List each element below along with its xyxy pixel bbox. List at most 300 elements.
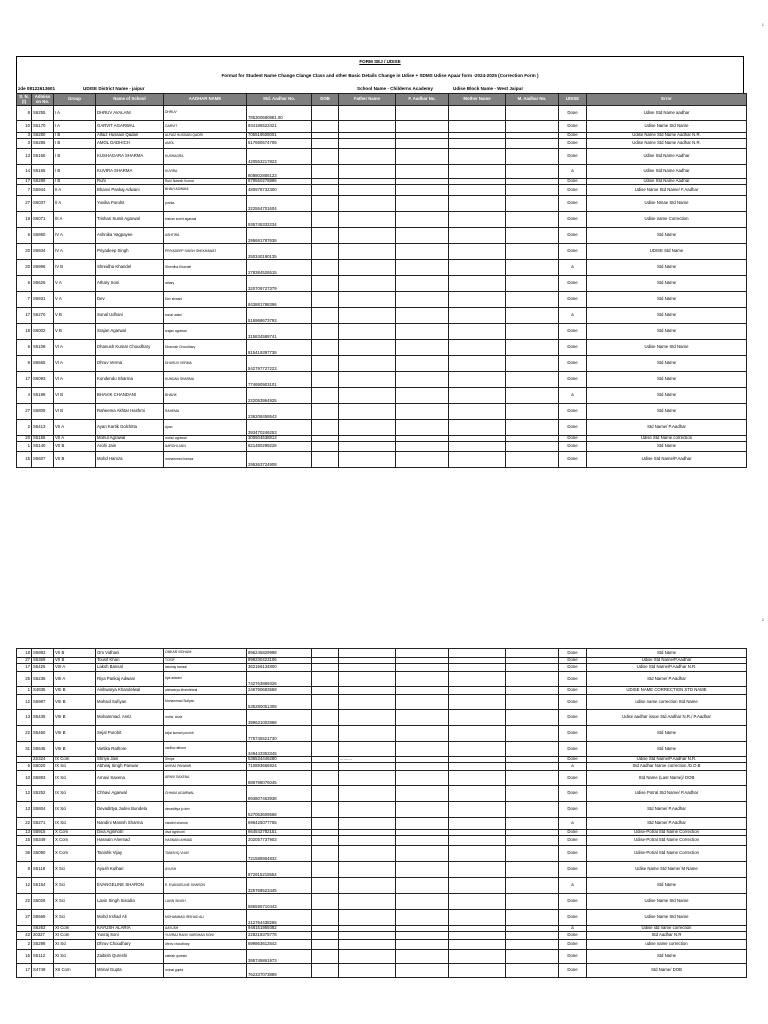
mother-name-cell xyxy=(449,106,506,121)
dob-cell xyxy=(312,932,339,940)
admission-cell: S5413 xyxy=(32,420,54,436)
dob-cell xyxy=(312,244,339,260)
error-cell: Udise-Potral Std Name Correction xyxy=(587,846,747,862)
table-row xyxy=(17,964,747,978)
group-cell: II A xyxy=(54,185,96,196)
group-cell: IX Sci xyxy=(54,763,96,771)
udise-status-cell: Done xyxy=(559,664,587,672)
admission-cell: S6286 xyxy=(32,139,54,149)
group-cell: X Com xyxy=(54,836,96,846)
serial-cell: 10 xyxy=(17,771,32,786)
father-name-cell xyxy=(339,932,396,940)
admission-cell: S6170 xyxy=(32,121,54,133)
student-name-cell: Yuvraj Soni xyxy=(96,932,164,940)
udise-status-cell: Done xyxy=(559,757,587,763)
aadhar-number-cell: 315834589741 xyxy=(247,324,312,340)
father-name-cell xyxy=(339,276,396,292)
admission-cell: S4935 xyxy=(32,687,54,695)
udise-status-cell: Done xyxy=(559,276,587,292)
father-aadhar-cell xyxy=(396,710,449,726)
serial-cell: 7 xyxy=(17,292,32,308)
mother-name-cell xyxy=(449,672,506,687)
aadhar-number-cell: 696425077755 xyxy=(247,818,312,830)
student-name-cell: EVANGELINE SHARON xyxy=(96,878,164,894)
father-aadhar-cell xyxy=(396,185,449,196)
dob-cell xyxy=(312,404,339,420)
mother-aadhar-cell xyxy=(506,260,559,276)
mother-name-cell xyxy=(449,442,506,452)
father-name-cell xyxy=(339,260,396,276)
dob-cell xyxy=(312,356,339,372)
father-aadhar-cell xyxy=(396,742,449,757)
admission-cell: S5931 xyxy=(32,292,54,308)
dob-cell xyxy=(312,372,339,388)
correction-table-page-1 xyxy=(16,93,747,468)
serial-cell: 15 xyxy=(17,836,32,846)
mother-aadhar-cell xyxy=(506,292,559,308)
father-name-cell xyxy=(339,672,396,687)
column-header: Name of School xyxy=(96,94,164,106)
aadhar-name-cell: GARVIT xyxy=(164,121,247,133)
column-header: Father Name xyxy=(339,94,396,106)
admission-cell: S5425 xyxy=(32,664,54,672)
dob-cell xyxy=(312,340,339,356)
serial-cell: 27 xyxy=(17,404,32,420)
mother-name-cell xyxy=(449,664,506,672)
student-name-cell: KAYUSH ALARIA xyxy=(96,926,164,932)
column-header: UDISE xyxy=(559,94,587,106)
father-name-cell xyxy=(339,292,396,308)
dob-cell xyxy=(312,420,339,436)
serial-cell: 42 xyxy=(17,932,32,940)
father-name-cell: .......... xyxy=(339,757,396,763)
serial-cell: 13 xyxy=(17,802,32,818)
father-aadhar-cell xyxy=(396,420,449,436)
mother-name-cell xyxy=(449,292,506,308)
table-row xyxy=(17,742,747,757)
dob-cell xyxy=(312,388,339,404)
aadhar-name-cell: AYUSH xyxy=(164,862,247,878)
mother-name-cell xyxy=(449,324,506,340)
serial-cell: 19 xyxy=(17,212,32,228)
mother-name-cell xyxy=(449,308,506,324)
student-name-cell: Ayush Kulhari xyxy=(96,862,164,878)
group-cell: IV A xyxy=(54,244,96,260)
udise-status-cell: Done xyxy=(559,185,587,196)
table-row xyxy=(17,672,747,687)
serial-cell: 13 xyxy=(17,830,32,836)
error-cell: Udise Nmae Std Name xyxy=(587,196,747,212)
error-cell: Std Name xyxy=(587,442,747,452)
group-cell: VIII B xyxy=(54,695,96,710)
mother-aadhar-cell xyxy=(506,308,559,324)
udise-status-cell: Done xyxy=(559,149,587,165)
error-cell: Std Name xyxy=(587,324,747,340)
group-cell: XI Sci xyxy=(54,940,96,950)
father-name-cell xyxy=(339,894,396,910)
student-name-cell: Trishan Sumit Agarwal xyxy=(96,212,164,228)
udise-status-cell: Done xyxy=(559,292,587,308)
udise-status-cell: Done xyxy=(559,179,587,185)
error-cell: Udise Std Name/P.Aadhar xyxy=(587,658,747,664)
father-aadhar-cell xyxy=(396,950,449,964)
error-cell: Udise Std Name/P.Aadhar N.R. xyxy=(587,757,747,763)
mother-aadhar-cell xyxy=(506,420,559,436)
error-cell: Udise Std Name/P.Aadhar xyxy=(587,452,747,468)
admission-cell: S4749 xyxy=(32,964,54,978)
aadhar-name-cell: AAYUSH xyxy=(164,926,247,932)
column-header: DOB xyxy=(312,94,339,106)
father-name-cell xyxy=(339,420,396,436)
aadhar-number-cell: 710893666924 xyxy=(247,763,312,771)
udise-status-cell: Done xyxy=(559,340,587,356)
father-name-cell xyxy=(339,695,396,710)
serial-cell: 27 xyxy=(17,196,32,212)
group-cell: I B xyxy=(54,139,96,149)
form-sheet-page-1 xyxy=(16,56,744,468)
father-aadhar-cell xyxy=(396,846,449,862)
mother-aadhar-cell xyxy=(506,388,559,404)
admission-cell: S5271 xyxy=(32,818,54,830)
mother-name-cell xyxy=(449,276,506,292)
mother-name-cell xyxy=(449,802,506,818)
mother-aadhar-cell xyxy=(506,452,559,468)
aadhar-number-cell: 705519608001 xyxy=(247,133,312,139)
father-name-cell xyxy=(339,846,396,862)
aadhar-number-cell: 480978732300 xyxy=(247,185,312,196)
aadhar-number-cell: 775745521730 xyxy=(247,726,312,742)
group-cell: X Sci xyxy=(54,910,96,926)
father-name-cell xyxy=(339,862,396,878)
table-row xyxy=(17,388,747,404)
aadhar-name-cell: ARNVI SAXENA xyxy=(164,771,247,786)
table-row xyxy=(17,121,747,133)
dob-cell xyxy=(312,672,339,687)
serial-cell: 17 xyxy=(17,964,32,978)
aadhar-name-cell: yuvika xyxy=(164,196,247,212)
aadhar-number-cell: 300504538813 xyxy=(247,436,312,442)
admission-cell: S5090 xyxy=(32,846,54,862)
error-cell: Std Name/ P.Aadhar xyxy=(587,672,747,687)
admission-cell: S5165 xyxy=(32,436,54,442)
admission-cell: S5026 xyxy=(32,894,54,910)
mother-name-cell xyxy=(449,420,506,436)
group-cell: VIII A xyxy=(54,664,96,672)
student-name-cell: Mohd Hamza xyxy=(96,452,164,468)
serial-cell: 12 xyxy=(17,878,32,894)
dob-cell xyxy=(312,940,339,950)
dob-cell xyxy=(312,695,339,710)
column-header: Error xyxy=(587,94,747,106)
udise-status-cell: a xyxy=(559,388,587,404)
admission-cell: S6289 xyxy=(32,179,54,185)
dob-cell xyxy=(312,763,339,771)
mother-name-cell xyxy=(449,260,506,276)
admission-cell: S5934 xyxy=(32,244,54,260)
mother-aadhar-cell xyxy=(506,442,559,452)
mother-aadhar-cell xyxy=(506,950,559,964)
error-cell: Std Name xyxy=(587,649,747,658)
father-aadhar-cell xyxy=(396,726,449,742)
father-name-cell xyxy=(339,649,396,658)
student-name-cell: Aishwarya Khandelwal xyxy=(96,687,164,695)
father-name-cell xyxy=(339,742,396,757)
mother-name-cell xyxy=(449,356,506,372)
page-number: 1 xyxy=(761,22,764,27)
mother-name-cell xyxy=(449,818,506,830)
table-row xyxy=(17,260,747,276)
group-cell: I B xyxy=(54,149,96,165)
table-row xyxy=(17,139,747,149)
group-cell: I B xyxy=(54,165,96,179)
student-name-cell: Sonal Udhani xyxy=(96,308,164,324)
student-name-cell: BHAVIK CHANDANI xyxy=(96,388,164,404)
admission-cell: S5944 xyxy=(32,185,54,196)
column-header: Group xyxy=(54,94,96,106)
father-name-cell xyxy=(339,121,396,133)
aadhar-number-cell: 721588964832 xyxy=(247,846,312,862)
group-cell: VII B xyxy=(54,452,96,468)
table-row xyxy=(17,932,747,940)
student-name-cell: Abhiraj Singh Panwar xyxy=(96,763,164,771)
dob-cell xyxy=(312,802,339,818)
udise-status-cell: a xyxy=(559,763,587,771)
father-aadhar-cell xyxy=(396,106,449,121)
udise-status-cell: Done xyxy=(559,324,587,340)
mother-aadhar-cell xyxy=(506,649,559,658)
aadhar-name-cell: diva agnihotri xyxy=(164,830,247,836)
form-code: FORM SEJ / UDISE xyxy=(359,59,401,64)
admission-cell: S5987 xyxy=(32,695,54,710)
mother-aadhar-cell xyxy=(506,862,559,878)
father-aadhar-cell xyxy=(396,292,449,308)
serial-cell: 6 xyxy=(17,340,32,356)
father-aadhar-cell xyxy=(396,372,449,388)
aadhar-name-cell: athary xyxy=(164,276,247,292)
aadhar-number-cell: 246790683558 xyxy=(247,687,312,695)
dob-cell xyxy=(312,196,339,212)
dob-cell xyxy=(312,687,339,695)
mother-name-cell xyxy=(449,964,506,978)
serial-cell: 20 xyxy=(17,260,32,276)
admission-cell: S6093 xyxy=(32,372,54,388)
table-row xyxy=(17,276,747,292)
error-cell: Udise-Potral Std Name Correction xyxy=(587,836,747,846)
admission-cell: S5860 xyxy=(32,228,54,244)
error-cell: Std Aadhar N.R xyxy=(587,932,747,940)
group-cell: VII A xyxy=(54,420,96,436)
father-name-cell xyxy=(339,404,396,420)
aadhar-number-cell: 322554701604 xyxy=(247,196,312,212)
father-name-cell xyxy=(339,442,396,452)
student-name-cell: Hasnain Ahemad xyxy=(96,836,164,846)
dob-cell xyxy=(312,106,339,121)
student-name-cell: Shreidha Khandel xyxy=(96,260,164,276)
student-name-cell: DHRUV AVALANI xyxy=(96,106,164,121)
udise-status-cell: Done xyxy=(559,771,587,786)
father-name-cell xyxy=(339,726,396,742)
father-aadhar-cell xyxy=(396,228,449,244)
mother-name-cell xyxy=(449,196,506,212)
dob-cell xyxy=(312,726,339,742)
father-name-cell xyxy=(339,372,396,388)
aadhar-number-cell: 362166134800 xyxy=(247,664,312,672)
serial-cell: 20 xyxy=(17,436,32,442)
mother-aadhar-cell xyxy=(506,726,559,742)
father-aadhar-cell xyxy=(396,442,449,452)
dob-cell xyxy=(312,878,339,894)
mother-name-cell xyxy=(449,139,506,149)
student-name-cell: Zaibish Qureshi xyxy=(96,950,164,964)
error-cell: Std Name xyxy=(587,372,747,388)
father-aadhar-cell xyxy=(396,910,449,926)
aadhar-name-cell: LAVIN SINGH xyxy=(164,894,247,910)
table-row xyxy=(17,292,747,308)
table-row xyxy=(17,340,747,356)
admission-cell: S5805 xyxy=(32,404,54,420)
table-row xyxy=(17,910,747,926)
aadhar-name-cell: AMOL xyxy=(164,139,247,149)
table-row xyxy=(17,687,747,695)
serial-cell: 12 xyxy=(17,786,32,802)
mother-aadhar-cell xyxy=(506,894,559,910)
aadhar-name-cell: ALFAIZ HUSSAIN QADRI xyxy=(164,133,247,139)
student-name-cell: Vartika Rathore xyxy=(96,742,164,757)
aadhar-name-cell: KUNDAN SHARMA xyxy=(164,372,247,388)
aadhar-number-cell: 699863612542 xyxy=(247,940,312,950)
serial-cell: 31 xyxy=(17,742,32,757)
table-row xyxy=(17,452,747,468)
mother-aadhar-cell xyxy=(506,106,559,121)
aadhar-name-cell: DHURUV VERMA xyxy=(164,356,247,372)
aadhar-name-cell: vartika rathore xyxy=(164,742,247,757)
student-name-cell: Sejal Purohit xyxy=(96,726,164,742)
group-cell: X Sci xyxy=(54,878,96,894)
serial-cell: 13 xyxy=(17,149,32,165)
student-name-cell: Ruhi xyxy=(96,179,164,185)
aadhar-number-cell: 948151959382 xyxy=(247,926,312,932)
dob-cell xyxy=(312,324,339,340)
error-cell: Udise Std Name Aadhar xyxy=(587,165,747,179)
error-cell: Udise-Potral Std Name Correction xyxy=(587,830,747,836)
father-aadhar-cell xyxy=(396,404,449,420)
aadhar-name-cell: YUVRAJ RANV VARDHAN SONI xyxy=(164,932,247,940)
column-header: S. N. (I) xyxy=(17,94,32,106)
table-row xyxy=(17,940,747,950)
mother-name-cell xyxy=(449,388,506,404)
mother-aadhar-cell xyxy=(506,228,559,244)
father-name-cell xyxy=(339,710,396,726)
column-header: Admiss on No. xyxy=(32,94,54,106)
aadhar-name-cell: mohammed hamza xyxy=(164,452,247,468)
serial-cell: 27 xyxy=(17,658,32,664)
group-cell: VIII A xyxy=(54,672,96,687)
mother-name-cell xyxy=(449,894,506,910)
admission-cell: S6280 xyxy=(32,133,54,139)
serial-cell: 8 xyxy=(17,862,32,878)
aadhar-name-cell: AAROHI JAIN xyxy=(164,442,247,452)
admission-cell: S5893 xyxy=(32,771,54,786)
udise-status-cell: a xyxy=(559,165,587,179)
mother-aadhar-cell xyxy=(506,910,559,926)
serial-cell: 6 xyxy=(17,276,32,292)
mother-name-cell xyxy=(449,846,506,862)
father-aadhar-cell xyxy=(396,388,449,404)
udise-status-cell: Done xyxy=(559,862,587,878)
serial-cell: 3 xyxy=(17,139,32,149)
udise-status-cell: Done xyxy=(559,742,587,757)
student-name-cell: Ashnika Vagpayee xyxy=(96,228,164,244)
admission-cell: S6263 xyxy=(32,926,54,932)
father-name-cell xyxy=(339,324,396,340)
admission-cell: S5545 xyxy=(32,742,54,757)
aadhar-name-cell: DHRUV xyxy=(164,106,247,121)
admission-cell: S5569 xyxy=(32,910,54,926)
father-name-cell xyxy=(339,802,396,818)
group-cell: VIII B xyxy=(54,726,96,742)
table-row xyxy=(17,228,747,244)
aadhar-number-cell: 295363724908 xyxy=(247,452,312,468)
table-row xyxy=(17,106,747,121)
father-name-cell xyxy=(339,771,396,786)
dob-cell xyxy=(312,165,339,179)
udise-status-cell: Done xyxy=(559,672,587,687)
admission-cell: S5118 xyxy=(32,862,54,878)
mother-name-cell xyxy=(449,950,506,964)
aadhar-number-cell: 896245829998 xyxy=(247,649,312,658)
error-cell: udise name correction Std Name xyxy=(587,695,747,710)
student-name-cell: Dhruv Choudhary xyxy=(96,940,164,950)
father-name-cell xyxy=(339,763,396,771)
dob-cell xyxy=(312,228,339,244)
group-cell: VI A xyxy=(54,356,96,372)
udise-status-cell: Done xyxy=(559,836,587,846)
group-cell: VIII B xyxy=(54,687,96,695)
correction-table-page-2 xyxy=(16,648,747,978)
aadhar-name-cell: CHHAVI AGARWAL xyxy=(164,786,247,802)
student-name-cell: KUSHAGARA SHARMA xyxy=(96,149,164,165)
student-name-cell: Alfaiz Hussain Qadari xyxy=(96,133,164,139)
student-name-cell: Srajan Agarwal xyxy=(96,324,164,340)
student-name-cell: Raheema Akhtar Hashmi xyxy=(96,404,164,420)
father-name-cell xyxy=(339,196,396,212)
mother-aadhar-cell xyxy=(506,139,559,149)
group-cell: VI B xyxy=(54,388,96,404)
udise-status-cell: Done xyxy=(559,932,587,940)
aadhar-number-cell: 517690574706 xyxy=(247,139,312,149)
aadhar-name-cell: trishan sumit agarwal xyxy=(164,212,247,228)
error-cell: Std Name/ P.Aadhar xyxy=(587,420,747,436)
admission-cell: 2S324 xyxy=(32,757,54,763)
admission-cell: S5349 xyxy=(32,836,54,846)
mother-name-cell xyxy=(449,878,506,894)
father-name-cell xyxy=(339,836,396,846)
error-cell: Std Name xyxy=(587,726,747,742)
udise-status-cell: Done xyxy=(559,452,587,468)
mother-aadhar-cell xyxy=(506,372,559,388)
father-aadhar-cell xyxy=(396,340,449,356)
column-header: F. Aadhar No. xyxy=(396,94,449,106)
group-cell: V A xyxy=(54,276,96,292)
udise-status-cell: Done xyxy=(559,894,587,910)
table-row xyxy=(17,818,747,830)
dob-cell xyxy=(312,950,339,964)
father-aadhar-cell xyxy=(396,121,449,133)
table-row xyxy=(17,763,747,771)
dob-cell xyxy=(312,862,339,878)
column-header: AADHAR NAME xyxy=(164,94,247,106)
error-cell: Udise Name Std Name Aadhar N.R. xyxy=(587,133,747,139)
